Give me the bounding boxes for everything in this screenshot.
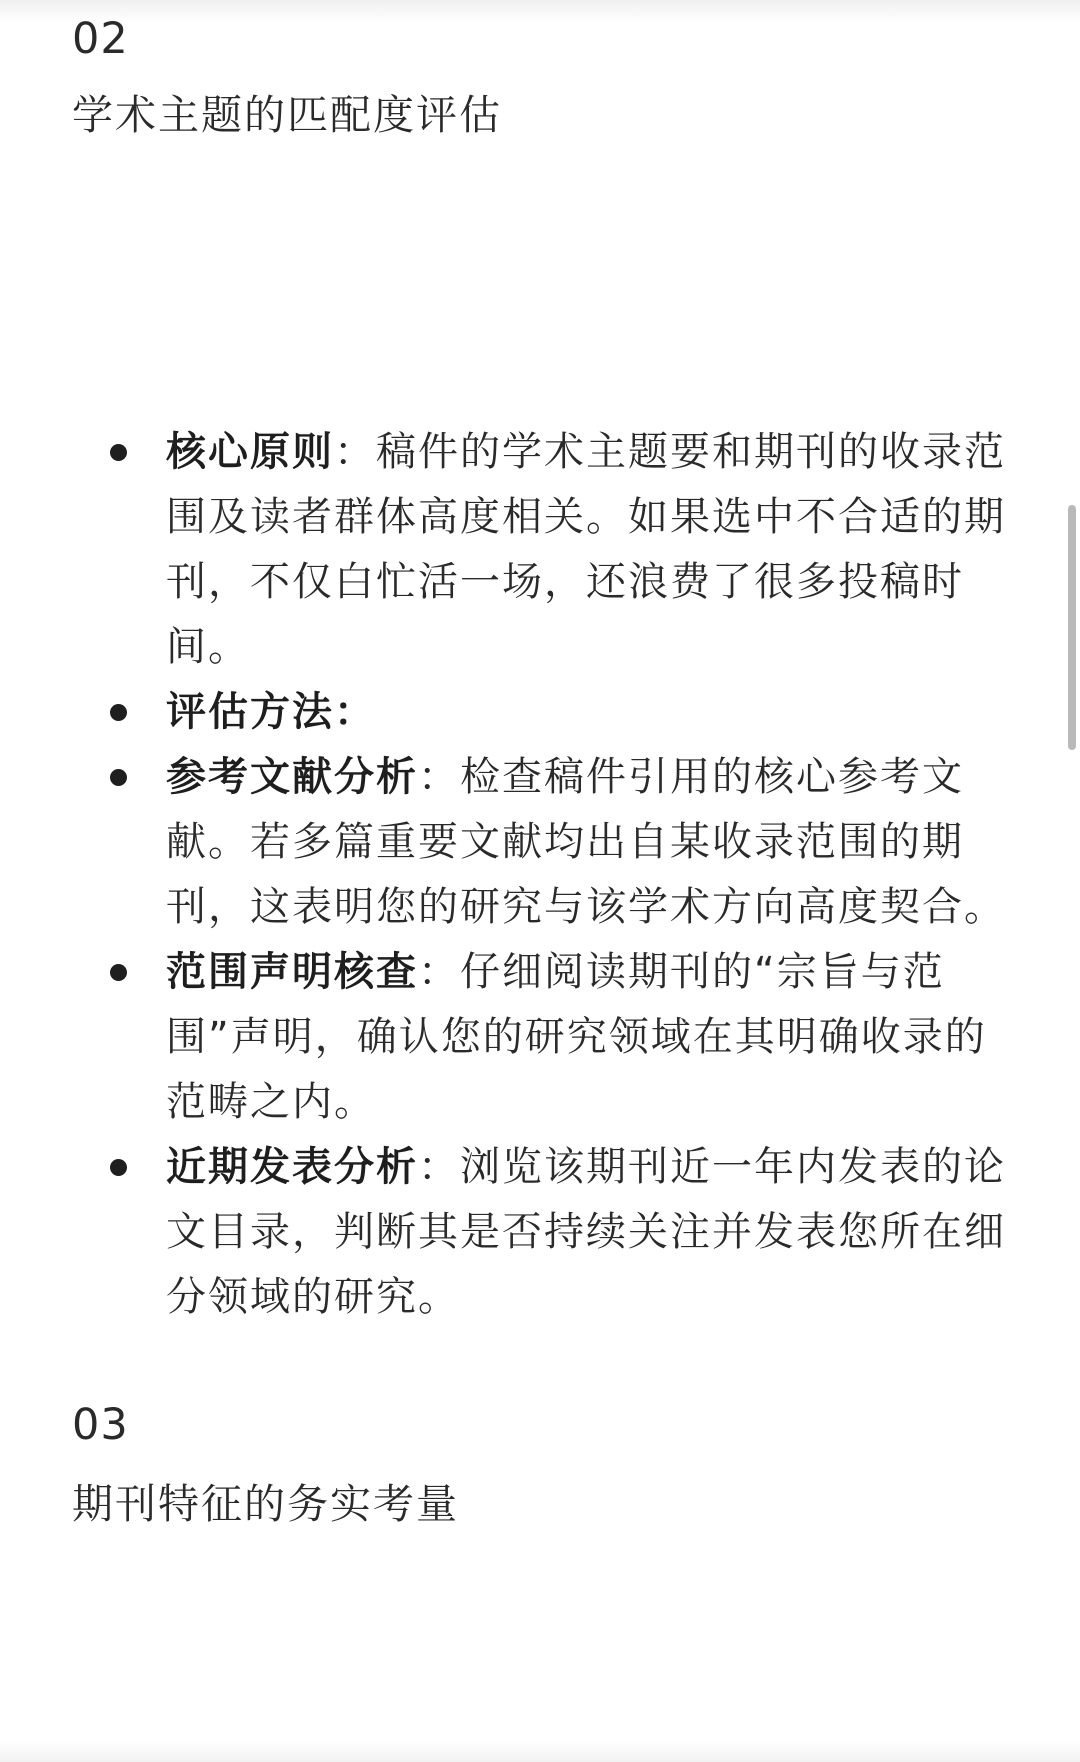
list-item [0,680,1016,745]
bullet-text: 稿件的学术主题要和期刊的收录范围及读者群体高度相关。如果选中不合适的期刊，不仅白忙活一场，还浪费了很多投稿时间。 [166,429,1006,670]
bullet-label: 近期发表分析 [166,1144,418,1190]
bullet-separator: ： [418,1144,460,1190]
list-item [0,420,1016,680]
top-edge-shadow [0,0,1080,22]
section-title-02: 学术主题的匹配度评估 [72,91,502,139]
bullet-text: 浏览该期刊近一年内发表的论文目录，判断其是否持续关注并发表您所在细分领域的研究。 [166,1144,1006,1320]
bullet-icon [110,1159,127,1176]
bullet-text: 检查稿件引用的核心参考文献。若多篇重要文献均出自某收录范围的期刊，这表明您的研究与该学术方向高度契合。 [166,754,1006,930]
list-item [0,745,1016,940]
list-item [0,1135,1016,1330]
bullet-list [0,420,1080,1330]
bullet-label: 参考文献分析 [166,754,418,800]
bullet-icon [110,704,127,721]
bullet-icon [110,769,127,786]
section-number-03: 03 [72,1400,129,1450]
section-title-03: 期刊特征的务实考量 [72,1480,459,1528]
section-number-02: 02 [72,14,129,64]
scrollbar-thumb[interactable] [1068,505,1076,750]
bullet-icon [110,444,127,461]
list-item [0,940,1016,1135]
bullet-icon [110,964,127,981]
bullet-label: 范围声明核查 [166,949,418,995]
bottom-edge-shadow [0,1740,1080,1762]
bullet-label: 评估方法： [166,689,376,735]
bullet-label: 核心原则 [166,429,334,475]
bullet-text: 仔细阅读期刊的“宗旨与范围”声明，确认您的研究领域在其明确收录的范畴之内。 [166,949,987,1125]
bullet-separator: ： [418,949,460,995]
bullet-separator: ： [418,754,460,800]
bullet-separator: ： [334,429,376,475]
